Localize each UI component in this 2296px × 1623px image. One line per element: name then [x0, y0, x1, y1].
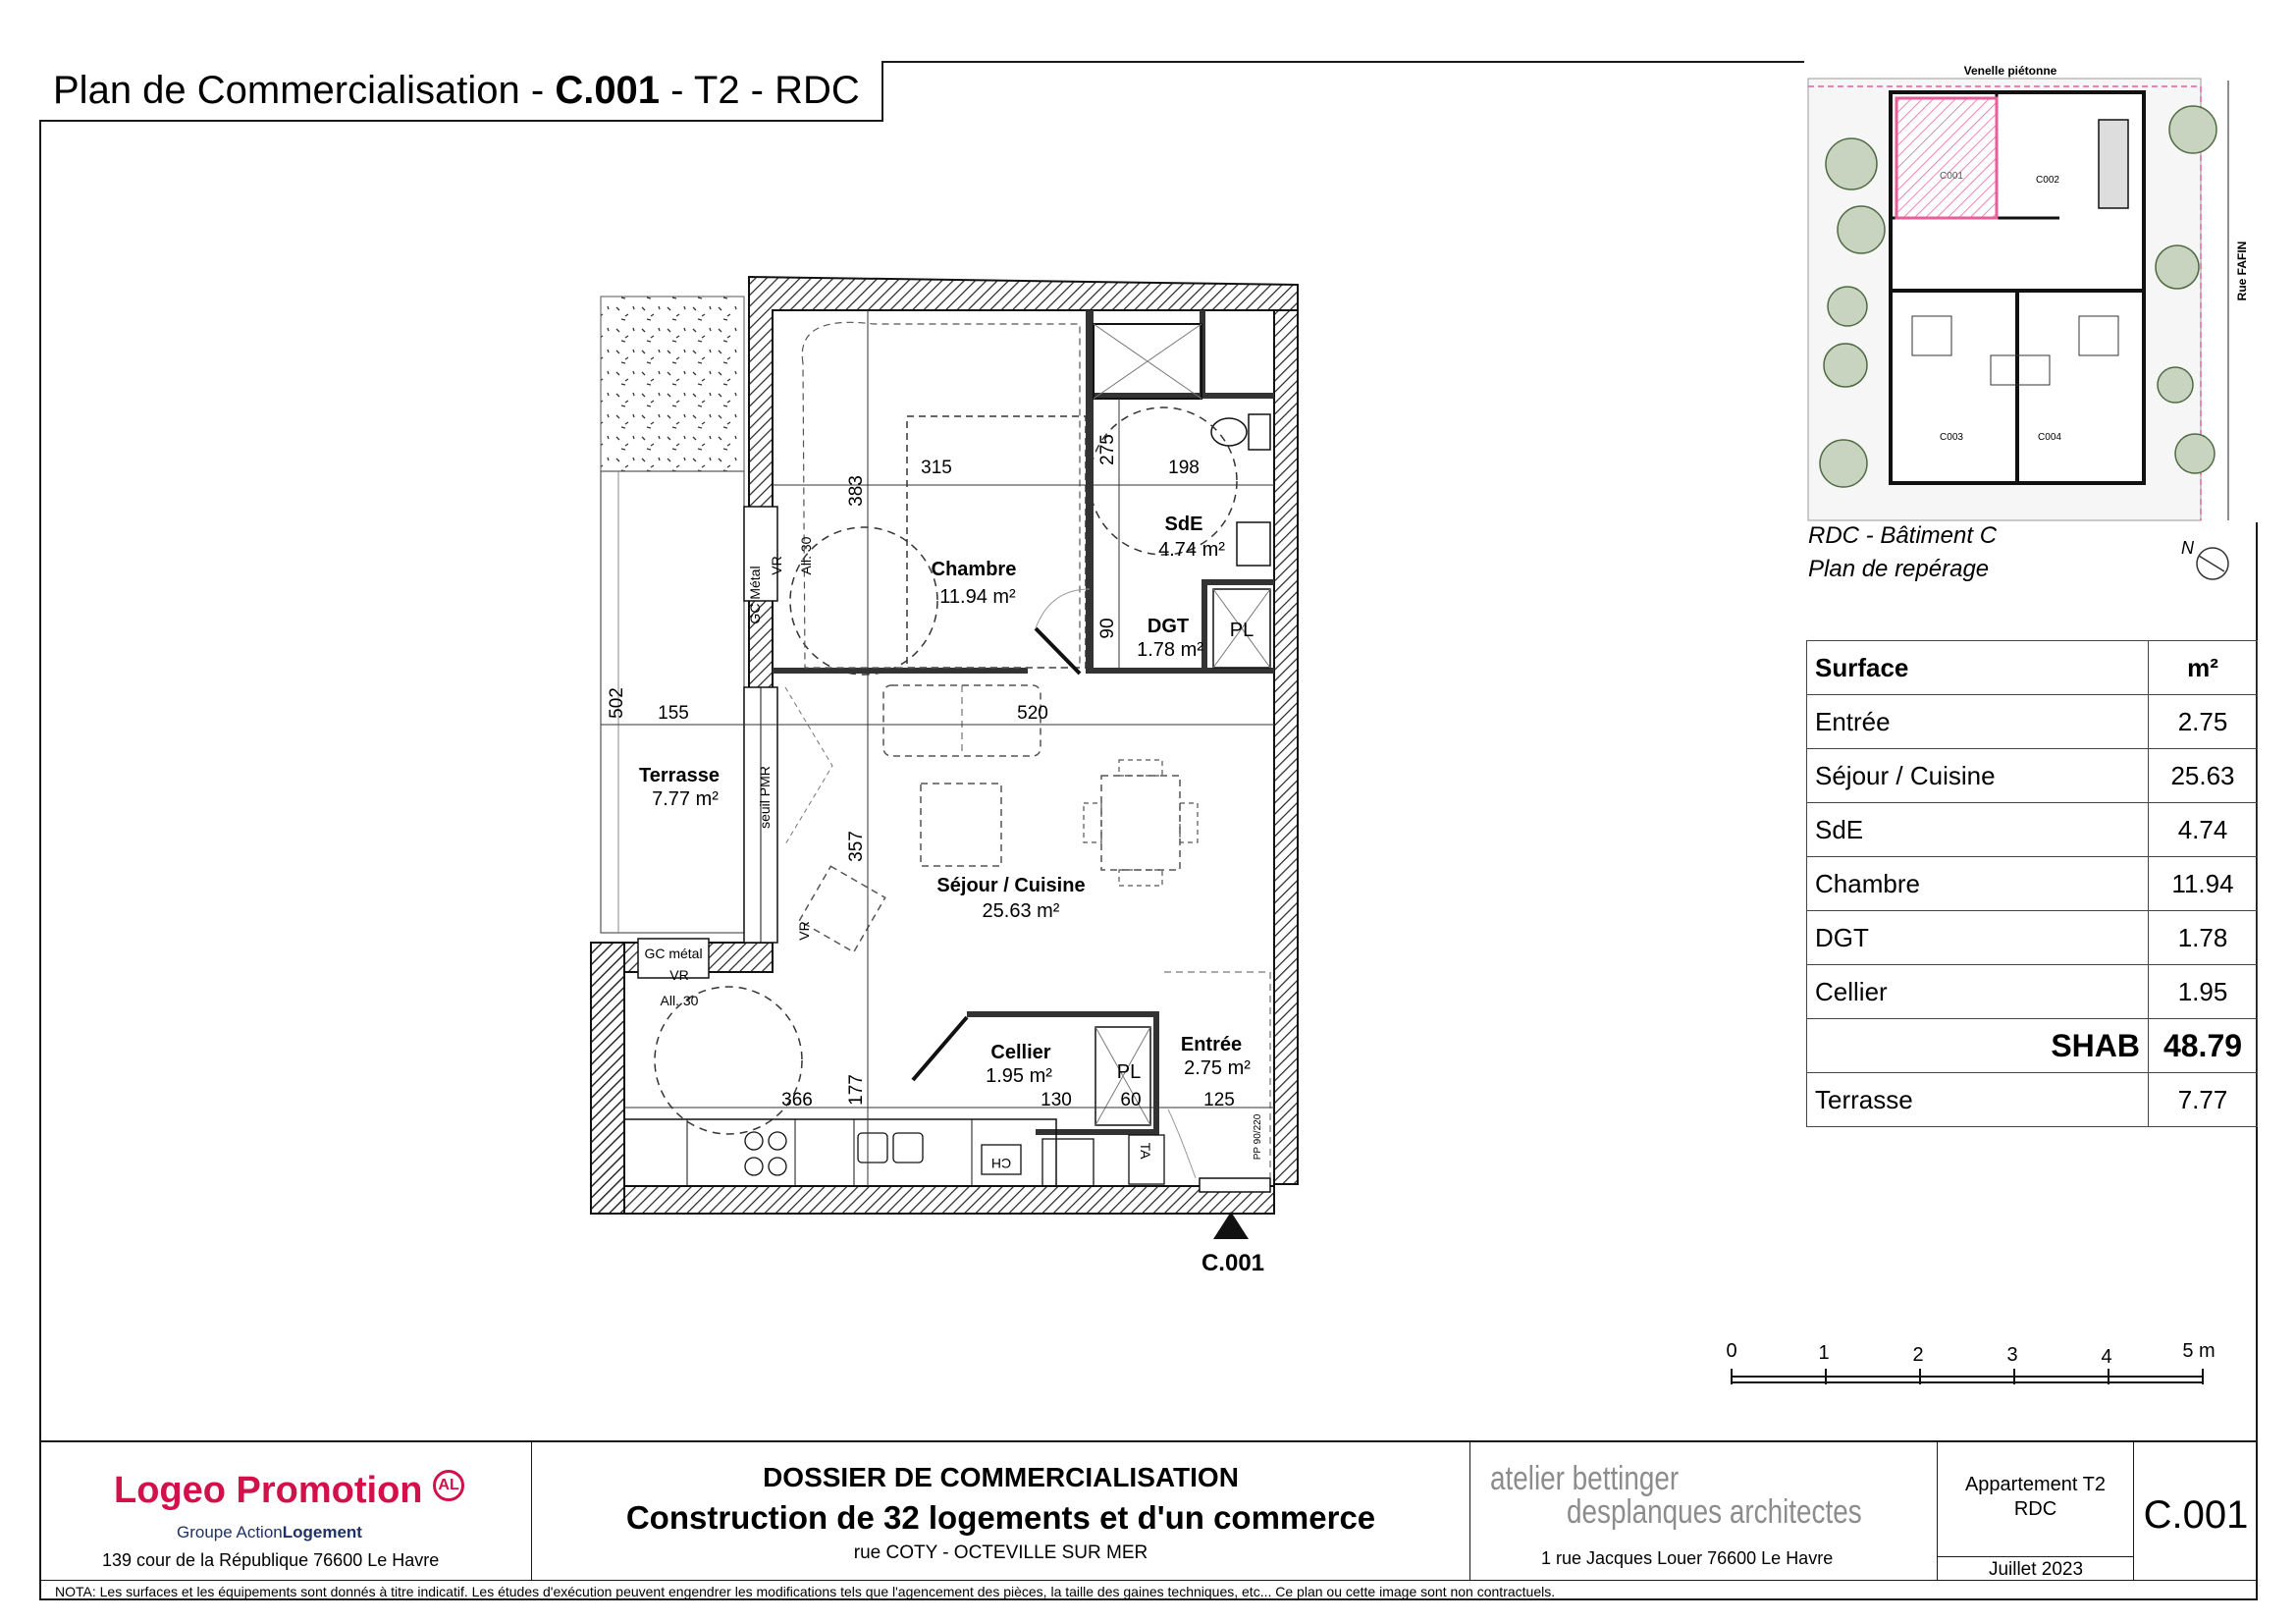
page-title: Plan de Commercialisation - C.001 - T2 - RDC: [39, 61, 883, 122]
svg-text:366: 366: [781, 1090, 813, 1110]
svg-text:C004: C004: [2038, 432, 2061, 443]
wall-east: [1274, 310, 1298, 1184]
table-row: SdE 4.74: [1807, 803, 2258, 857]
svg-text:Séjour / Cuisine: Séjour / Cuisine: [936, 875, 1086, 896]
svg-text:VR: VR: [796, 921, 812, 941]
lot-code: C.001: [2143, 1493, 2249, 1537]
project-cell: [532, 1442, 1470, 1580]
table-header-label: Surface: [1807, 641, 2149, 695]
svg-text:Entrée: Entrée: [1180, 1034, 1243, 1055]
svg-text:PP 90/220: PP 90/220: [1253, 1113, 1263, 1161]
table-row-terrace: Terrasse 7.77: [1807, 1073, 2258, 1127]
svg-text:DGT: DGT: [1147, 616, 1190, 637]
entrance-door: [1200, 1178, 1270, 1192]
table-row: Chambre 11.94: [1807, 857, 2258, 911]
svg-text:Terrasse: Terrasse: [639, 765, 720, 786]
svg-text:4: 4: [2101, 1346, 2112, 1368]
table-header-unit: m²: [2149, 641, 2258, 695]
developer-group: Groupe ActionLogement: [177, 1523, 362, 1542]
svg-text:2.75 m²: 2.75 m²: [1184, 1057, 1251, 1079]
developer-cell: [39, 1442, 532, 1580]
lot-code-cell: [2134, 1442, 2258, 1580]
wc: [1211, 418, 1247, 446]
page-title-lot: C.001: [555, 69, 661, 112]
highlight-c001: [1896, 98, 1997, 218]
svg-text:N: N: [2181, 538, 2194, 558]
svg-text:90: 90: [1097, 618, 1118, 639]
svg-text:seuil PMR: seuil PMR: [757, 766, 773, 829]
washbasin: [1237, 522, 1270, 566]
svg-text:130: 130: [1041, 1090, 1072, 1110]
garden-area: [601, 297, 744, 471]
label-chambre: [932, 559, 1017, 608]
svg-text:25.63 m²: 25.63 m²: [982, 900, 1060, 922]
site-plan-caption-text: RDC - Bâtiment C: [1808, 522, 1998, 549]
bed: [907, 416, 1086, 668]
site-plan: [1804, 61, 2258, 522]
wall-south: [591, 943, 1274, 1214]
table-row: Cellier 1.95: [1807, 965, 2258, 1019]
entrance-label: C.001: [1201, 1250, 1265, 1276]
svg-text:1: 1: [1818, 1342, 1830, 1364]
svg-text:All. 30: All. 30: [660, 993, 699, 1008]
svg-text:315: 315: [921, 458, 952, 478]
hob: [745, 1132, 763, 1150]
developer-address: 139 cour de la République 76600 Le Havre: [102, 1550, 440, 1570]
svg-text:Chambre: Chambre: [931, 559, 1017, 580]
architect-logo-line2: desplanques architectes: [1567, 1493, 1862, 1531]
partition-chambre-sde: [1086, 310, 1094, 674]
entrance-arrow: [1213, 1212, 1249, 1239]
svg-text:Cellier: Cellier: [990, 1042, 1051, 1063]
utility-box: [1042, 1139, 1094, 1186]
svg-text:VR: VR: [769, 556, 784, 575]
svg-text:2: 2: [1912, 1344, 1924, 1366]
plan-date: Juillet 2023: [1938, 1556, 2134, 1581]
floor-plan: [550, 265, 1325, 1296]
svg-text:125: 125: [1203, 1090, 1235, 1110]
svg-text:5 m: 5 m: [2182, 1340, 2216, 1362]
svg-text:198: 198: [1168, 458, 1200, 478]
svg-text:C001: C001: [1940, 171, 1963, 182]
svg-text:GC Métal: GC Métal: [747, 566, 763, 624]
table-row: Entrée 2.75: [1807, 695, 2258, 749]
label-sejour: [936, 875, 1085, 922]
svg-text:0: 0: [1726, 1340, 1737, 1362]
project-address: rue COTY - OCTEVILLE SUR MER: [853, 1542, 1148, 1563]
sink: [858, 1133, 887, 1163]
site-plan-subcaption: Plan de repérage: [1808, 556, 1990, 582]
svg-text:1.78 m²: 1.78 m²: [1137, 639, 1203, 661]
table-row-shab: SHAB 48.79: [1807, 1019, 2258, 1073]
svg-text:383: 383: [846, 475, 867, 507]
svg-text:PL: PL: [1229, 620, 1255, 641]
label-cellier: [986, 1042, 1052, 1087]
table-row: DGT 1.78: [1807, 911, 2258, 965]
svg-text:All. 30: All. 30: [798, 536, 814, 575]
apartment-cell: [1938, 1442, 2134, 1580]
developer-badge-icon: AL: [433, 1470, 464, 1501]
architect-cell: [1470, 1442, 1938, 1580]
title-block: [39, 1440, 2258, 1602]
svg-text:1.95 m²: 1.95 m²: [986, 1065, 1052, 1087]
svg-text:GC métal: GC métal: [644, 946, 703, 961]
label-terrasse: [639, 765, 720, 810]
svg-text:3: 3: [2006, 1344, 2018, 1366]
armchair: [799, 866, 884, 951]
dossier-title: DOSSIER DE COMMERCIALISATION: [763, 1462, 1239, 1492]
label-entree: [1181, 1034, 1251, 1079]
disclaimer-note: NOTA: Les surfaces et les équipements sont donnés à titre indicatif. Les études d'exécution peuvent engendrer les modifications tels que l'agencement des pièces, la taille des gaines techniques, etc... Ce plan ou cette image sont non contractuels.: [39, 1580, 2258, 1602]
architect-logo-line1: atelier bettinger: [1490, 1460, 1680, 1497]
table-row: Séjour / Cuisine 25.63: [1807, 749, 2258, 803]
svg-text:C002: C002: [2036, 175, 2059, 186]
svg-text:C003: C003: [1940, 432, 1963, 443]
partition-cellier: [967, 1011, 1153, 1017]
developer-logo: Logeo Promotion AL: [114, 1470, 464, 1512]
svg-text:Rue FAFIN: Rue FAFIN: [2235, 241, 2249, 301]
label-sde: [1158, 514, 1225, 561]
svg-text:11.94 m²: 11.94 m²: [939, 586, 1016, 608]
dining-table: [1101, 776, 1180, 870]
project-title: Construction de 32 logements et d'un commerce: [625, 1499, 1376, 1536]
svg-text:275: 275: [1097, 434, 1118, 465]
svg-text:520: 520: [1017, 703, 1048, 724]
svg-text:VR: VR: [669, 967, 689, 983]
svg-text:155: 155: [658, 703, 689, 724]
svg-text:4.74 m²: 4.74 m²: [1158, 539, 1225, 561]
apartment-level: RDC: [2013, 1498, 2057, 1520]
svg-text:PL: PL: [1116, 1061, 1142, 1083]
north-arrow-icon: [2160, 530, 2238, 589]
scale-bar: [1708, 1335, 2238, 1404]
svg-text:357: 357: [846, 831, 867, 862]
svg-text:SdE: SdE: [1164, 514, 1203, 535]
svg-text:Venelle piétonne: Venelle piétonne: [1963, 64, 2057, 78]
surface-table: [1806, 640, 2258, 1127]
kitchen-counter: [624, 1119, 1056, 1186]
apartment-type: Appartement T2: [1964, 1474, 2107, 1495]
svg-text:60: 60: [1120, 1090, 1142, 1110]
svg-text:CH: CH: [990, 1156, 1012, 1171]
svg-text:7.77 m²: 7.77 m²: [652, 788, 719, 810]
coffee-table: [921, 784, 1001, 866]
architect-address: 1 rue Jacques Louer 76600 Le Havre: [1541, 1548, 1834, 1568]
svg-text:177: 177: [846, 1074, 867, 1106]
svg-text:TA: TA: [1138, 1142, 1153, 1160]
wall-north-west: [749, 277, 1298, 943]
svg-text:502: 502: [607, 687, 627, 719]
label-dgt: [1137, 616, 1203, 661]
partition-chambre-sejour: [773, 668, 1028, 674]
